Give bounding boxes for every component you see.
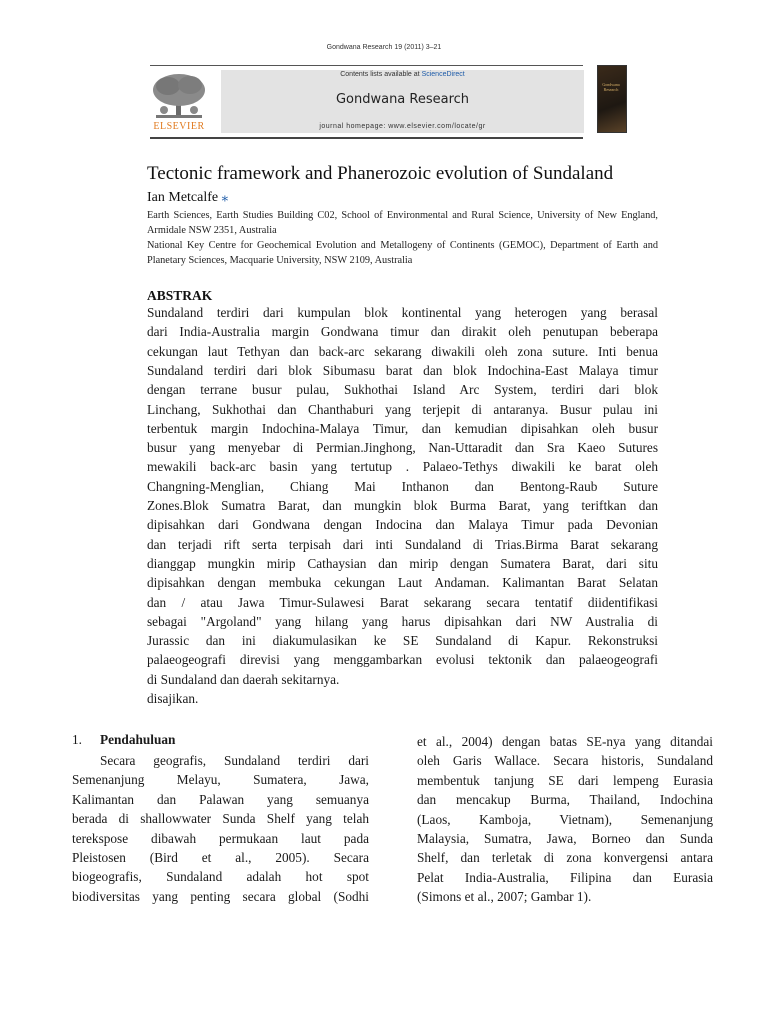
body-line: membentuk tanjung SE dari lempeng Eurasia [417,772,713,788]
body-line: terekspose dibawah permukaan laut pada [72,830,369,846]
abstract-line: dan / atau Jawa Timur-Sulawesi Barat sekarang secara tentatif diidentifikasi [147,594,658,610]
section-title: Pendahuluan [100,732,176,747]
body-line: Kalimantan dan Palawan yang semuanya [72,791,369,807]
abstract-line: disajikan. [147,691,199,706]
body-line: Pelat India-Australia, Filipina dan Eurasia [417,869,713,885]
abstract-line: sebagai "Argoland" yang hilang yang harus dipisahkan dari NW Australia di [147,613,658,629]
body-line: biogeografis, Sundaland adalah hot spot [72,869,369,885]
journal-cover-title: Gondwana Research [602,82,620,92]
body-line: berada di shallowwater Sunda Shelf yang telah [72,811,369,827]
abstract-line: busur yang menyebar di Permian.Jinghong, Nan-Uttaradit dan Sra Kaeo Sutures [147,440,658,456]
contents-availability [221,71,584,78]
abstract-line: dengan terrane busur pulau, Sukhothai Island Arc System, terdiri dari blok [147,382,658,398]
header-rule-bottom [150,137,583,139]
journal-title: Gondwana Research [335,92,470,107]
sciencedirect-link[interactable]: ScienceDirect [421,71,465,78]
article-title: Tectonic framework and Phanerozoic evolution of Sundaland [147,163,614,184]
abstract-line: cekungan laut Tethyan dan back-arc sekarang diwakili oleh zona suture. Inti benua [147,343,658,359]
author-line [147,189,228,206]
body-line: biodiversitas yang penting secara global (Sodhi [72,888,369,904]
abstract-line: dipisahkan dari Gondwana dengan Indocina dan Malaya Timur pada Devonian [147,517,658,533]
author-name: Ian Metcalfe [147,190,219,205]
abstract-line: dan terjadi rift serta terpisah dari inti Sundaland di Trias.Birma Barat sekarang [147,536,658,552]
abstract-line: di Sundaland dan daerah sekitarnya. [147,671,340,687]
body-line: (Laos, Kamboja, Vietnam), Semenanjung [417,811,713,827]
body-line: oleh Garis Wallace. Secara historis, Sundaland [417,753,713,769]
body-line: dan mencakup Burma, Thailand, Indochina [417,792,713,808]
abstract-line: dianggap mungkin mirip Cathaysian dan mirip dengan Sumatera Barat, dari situ [147,555,658,571]
abstract-line: mewakili back-arc basin yang tertutup . Palaeo-Tethys diwakili ke barat oleh [147,459,658,475]
affiliation-1: Earth Sciences, Earth Studies Building C02, School of Environmental and Rural Science, University of New England, Armidale NSW 2351, Australia [147,210,658,236]
abstract-line: Sundaland terdiri dari blok Sibumasu barat dan blok Indochina-East Malaya timur [147,362,658,378]
abstract-line: Zones.Blok Sumatra Barat, dan mungkin blok Burma Barat, yang teriftkan dan [147,498,658,513]
abstract-line: Jurassic dan ini diakumulasikan ke SE Sundaland di Kapur. Rekonstruksi [147,633,658,649]
section-number: 1. [72,732,82,747]
abstract-heading: ABSTRAK [147,288,213,303]
body-line: (Simons et al., 2007; Gambar 1). [417,889,592,905]
journal-homepage-link[interactable]: journal homepage: www.elsevier.com/locate/gr [319,123,486,130]
corresponding-author-mark[interactable]: ⁎ [221,189,229,204]
body-line: Pleistosen (Bird et al., 2005). Secara [72,850,369,865]
abstract-line: terbentuk margin Indochina-Malaya Timur, dan kemudian dipisahkan oleh busur [147,420,658,436]
abstract-line: palaeogeografi direvisi yang menggambarkan evolusi tektonik dan palaeogeografi [147,652,658,668]
body-line: Shelf, dan terletak di zona konvergensi antara [417,850,713,866]
body-line: Secara geografis, Sundaland terdiri dari [100,753,369,768]
contents-prefix: Contents lists available at [340,71,422,78]
abstract-line: Linchang, Sukhothai dan Chanthaburi yang terjepit di antaranya. Busur pulau ini [147,401,658,417]
publisher-name: ELSEVIER [153,121,205,132]
body-line: et al., 2004) dengan batas SE-nya yang ditandai [417,734,713,749]
abstract-line: dipisahkan dengan membuka cekungan Laut Andaman. Kalimantan Barat Selatan [147,575,658,591]
body-line: Malaysia, Sumatra, Jawa, Borneo dan Sunda [417,831,713,846]
journal-cover-image [597,65,627,133]
abstract-line: Sundaland terdiri dari kumpulan blok kontinental yang heterogen yang berasal [147,305,658,320]
abstract-line: Changning-Menglian, Chiang Mai Inthanon dan Bentong-Raub Suture [147,478,658,494]
journal-reference: Gondwana Research 19 (2011) 3–21 [326,44,442,51]
abstract-line: dari India-Australia margin Gondwana timur dan dirakit oleh penutupan beberapa [147,324,658,340]
header-rule-top [150,65,583,66]
affiliation-2: National Key Centre for Geochemical Evolution and Metallogeny of Continents (GEMOC), Department of Earth and Planetary Sciences, Macquarie University, NSW 2109, Australia [147,240,658,266]
body-line: Semenanjung Melayu, Sumatera, Jawa, [72,772,369,788]
